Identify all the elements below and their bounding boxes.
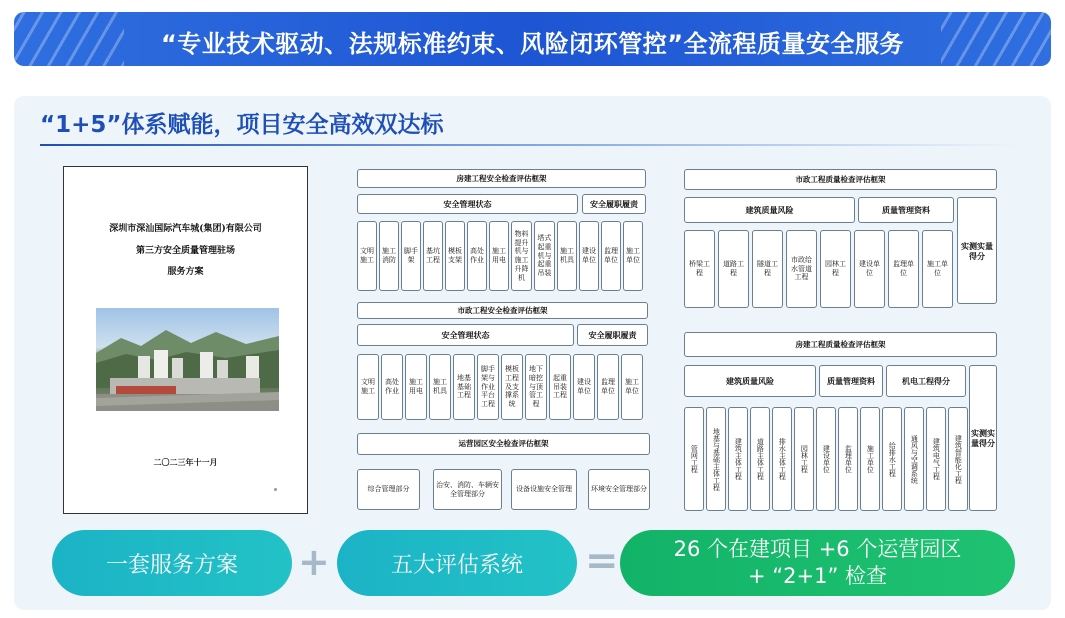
fw-municipal-quality-item: 园林工程 — [820, 230, 851, 308]
fw-building-quality-item: 通风与空调系统 — [904, 407, 924, 511]
fw-building-quality-item: 园林工程 — [794, 407, 814, 511]
fw-municipal-quality-item: 市政给水管道工程 — [786, 230, 817, 308]
fw-building-quality-cat-mep: 机电工程得分 — [886, 365, 966, 397]
document-date: 二〇二三年十一月 — [153, 457, 218, 467]
fw-building-quality-item: 排水主体工程 — [772, 407, 792, 511]
fw-building-quality-item: 建筑主体工程 — [728, 407, 748, 511]
document-title: 服务方案 — [167, 267, 204, 277]
fw-building-safety-title: 房建工程安全检查评估框架 — [357, 169, 646, 188]
document-cover-photo — [96, 308, 279, 411]
fw-building-safety-item: 高处作业 — [467, 221, 487, 291]
fw-building-quality-item: 给排水工程 — [882, 407, 902, 511]
fw-municipal-safety-item: 高处作业 — [381, 354, 403, 420]
fw-building-quality-cat-docs: 质量管理资料 — [819, 365, 883, 397]
fw-building-quality-cat-risk: 建筑质量风险 — [684, 365, 816, 397]
result-pill-line1: 26 个在建项目 +6 个运营园区 — [673, 536, 962, 561]
fw-municipal-quality-item: 桥梁工程 — [684, 230, 715, 308]
equals-operator: = — [585, 538, 619, 584]
result-pill-line2: + “2+1” 检查 — [747, 564, 888, 588]
fw-building-quality-item: 建设单位 — [816, 407, 836, 511]
fw-municipal-quality-item: 监理单位 — [888, 230, 919, 308]
fw-building-safety-item: 基坑工程 — [423, 221, 443, 291]
fw-building-safety-item: 物料提升机与施工升降机 — [511, 221, 532, 291]
fw-building-quality-item: 道路主体工程 — [750, 407, 770, 511]
fw-building-safety-item: 施工消防 — [379, 221, 399, 291]
document-subtitle: 第三方安全质量管理驻场 — [135, 246, 235, 256]
service-plan-document — [63, 166, 308, 514]
fw-municipal-quality-item: 施工单位 — [922, 230, 953, 308]
fw-municipal-quality-title: 市政工程质量检查评估框架 — [684, 169, 997, 190]
section-title: “1+5”体系赋能，项目安全高效双达标 — [40, 112, 444, 138]
fw-building-safety-cat-duty: 安全履职履责 — [582, 194, 646, 214]
fw-building-safety-item: 监理单位 — [601, 221, 621, 291]
fw-municipal-safety-item: 建设单位 — [573, 354, 595, 420]
result-pill — [620, 530, 1015, 596]
fw-building-safety-cat-status: 安全管理状态 — [357, 194, 578, 214]
fw-park-item: 综合管理部分 — [357, 469, 420, 510]
fw-municipal-safety-item: 施工机具 — [429, 354, 451, 420]
document-page-mark — [274, 488, 277, 491]
fw-municipal-quality-cat-docs: 质量管理资料 — [858, 197, 954, 223]
fw-municipal-safety-item: 地下暗挖与顶管工程 — [525, 354, 547, 420]
fw-park-title: 运营园区安全检查评估框架 — [357, 433, 650, 455]
fw-municipal-safety-item: 监理单位 — [597, 354, 619, 420]
document-company: 深圳市深汕国际汽车城(集团)有限公司 — [109, 224, 262, 234]
fw-municipal-quality-cat-risk: 建筑质量风险 — [684, 197, 855, 223]
fw-building-safety-item: 文明施工 — [357, 221, 377, 291]
fw-building-quality-item: 地基与基础主体工程 — [706, 407, 726, 511]
fw-municipal-quality-cat-measure: 实测实量得分 — [957, 197, 997, 304]
service-plan-pill: 一套服务方案 — [52, 530, 292, 596]
fw-building-quality-cat-measure: 实测实量得分 — [969, 365, 997, 511]
fw-park-item: 环境安全管理部分 — [588, 469, 650, 510]
fw-municipal-safety-item: 施工用电 — [405, 354, 427, 420]
fw-municipal-safety-title: 市政工程安全检查评估框架 — [357, 302, 648, 319]
fw-building-quality-item: 建筑电气工程 — [926, 407, 946, 511]
section-underline — [40, 144, 1020, 146]
fw-municipal-quality-item: 道路工程 — [718, 230, 749, 308]
fw-building-safety-item: 施工用电 — [489, 221, 509, 291]
fw-municipal-quality-item: 隧道工程 — [752, 230, 783, 308]
fw-building-safety-item: 脚手架 — [401, 221, 421, 291]
fw-building-quality-item: 建筑智能化工程 — [948, 407, 968, 511]
fw-building-safety-item: 施工机具 — [557, 221, 577, 291]
fw-municipal-safety-cat-duty: 安全履职履责 — [577, 324, 648, 346]
fw-municipal-safety-cat-status: 安全管理状态 — [357, 324, 574, 346]
fw-municipal-safety-item: 施工单位 — [621, 354, 643, 420]
fw-municipal-quality-item: 建设单位 — [854, 230, 885, 308]
banner-title: “专业技术驱动、法规标准约束、风险闭环管控”全流程质量安全服务 — [160, 30, 905, 58]
fw-municipal-safety-item: 模板工程及支撑系统 — [501, 354, 523, 420]
fw-building-quality-item: 施工单位 — [860, 407, 880, 511]
fw-municipal-safety-item: 脚手架与作业平台工程 — [477, 354, 499, 420]
fw-building-safety-item: 建设单位 — [579, 221, 599, 291]
fw-park-item: 治安、消防、车辆安全管理部分 — [433, 469, 502, 510]
plus-operator: + — [298, 540, 330, 584]
fw-municipal-safety-item: 地基基础工程 — [453, 354, 475, 420]
fw-building-quality-title: 房建工程质量检查评估框架 — [684, 332, 997, 357]
fw-building-safety-item: 施工单位 — [623, 221, 643, 291]
fw-building-safety-item: 塔式起重机与起重吊装 — [534, 221, 555, 291]
assessment-systems-pill: 五大评估系统 — [337, 530, 577, 596]
top-banner — [14, 12, 1051, 66]
fw-municipal-safety-item: 文明施工 — [357, 354, 379, 420]
fw-building-quality-item: 管网工程 — [684, 407, 704, 511]
fw-building-quality-item: 监理单位 — [838, 407, 858, 511]
fw-municipal-safety-item: 起重吊装工程 — [549, 354, 571, 420]
fw-building-safety-item: 模板支架 — [445, 221, 465, 291]
fw-park-item: 设备设施安全管理 — [511, 469, 577, 510]
